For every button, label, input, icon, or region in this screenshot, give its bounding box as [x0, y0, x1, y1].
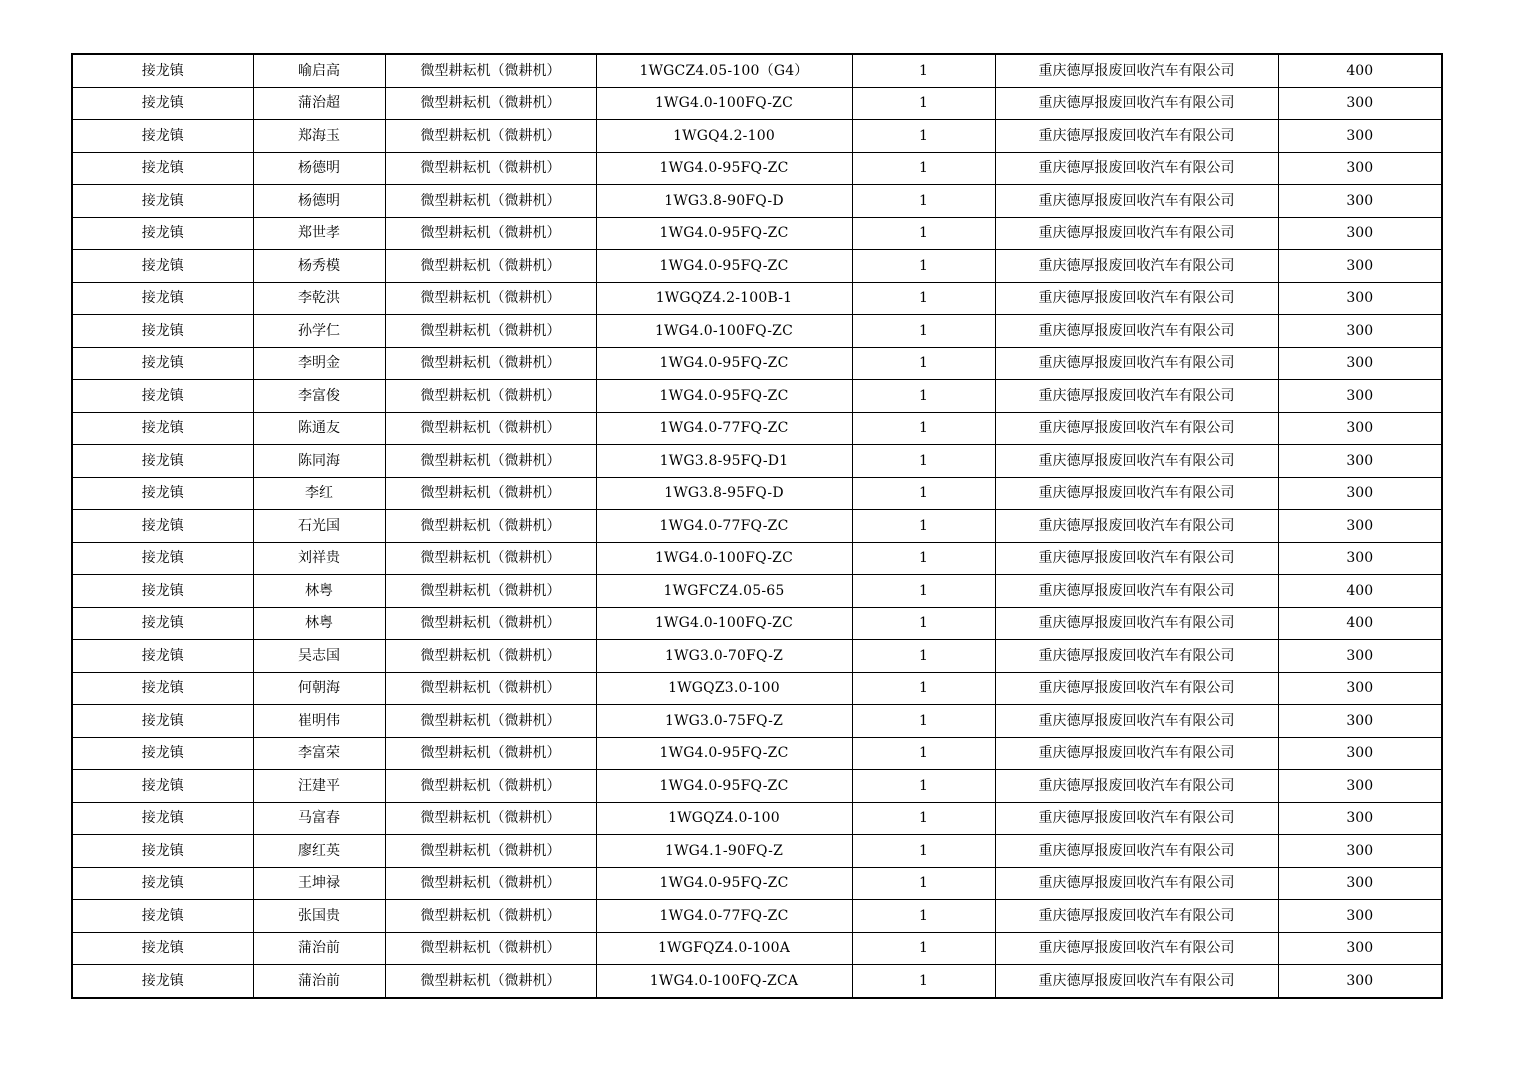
cell-quantity: 1: [852, 672, 995, 705]
cell-quantity: 1: [852, 770, 995, 803]
cell-recycler: 重庆德厚报废回收汽车有限公司: [995, 867, 1278, 900]
cell-quantity: 1: [852, 380, 995, 413]
cell-machine-type: 微型耕耘机（微耕机）: [385, 510, 596, 543]
cell-applicant: 何朝海: [253, 672, 385, 705]
cell-amount: 400: [1278, 54, 1442, 87]
table-row: [72, 770, 1442, 803]
cell-amount: 300: [1278, 542, 1442, 575]
cell-quantity: 1: [852, 737, 995, 770]
cell-town: 接龙镇: [72, 152, 253, 185]
cell-quantity: 1: [852, 510, 995, 543]
table-row: [72, 282, 1442, 315]
cell-model: 1WG4.0-100FQ-ZC: [596, 542, 852, 575]
cell-town: 接龙镇: [72, 672, 253, 705]
cell-applicant: 陈同海: [253, 445, 385, 478]
cell-model: 1WG4.0-77FQ-ZC: [596, 900, 852, 933]
cell-applicant: 李富荣: [253, 737, 385, 770]
cell-recycler: 重庆德厚报废回收汽车有限公司: [995, 835, 1278, 868]
cell-model: 1WG4.0-95FQ-ZC: [596, 380, 852, 413]
cell-model: 1WG4.0-100FQ-ZC: [596, 607, 852, 640]
cell-town: 接龙镇: [72, 607, 253, 640]
cell-town: 接龙镇: [72, 250, 253, 283]
cell-model: 1WG3.0-70FQ-Z: [596, 640, 852, 673]
cell-machine-type: 微型耕耘机（微耕机）: [385, 932, 596, 965]
cell-model: 1WGQZ4.0-100: [596, 802, 852, 835]
table-row: [72, 705, 1442, 738]
cell-recycler: 重庆德厚报废回收汽车有限公司: [995, 510, 1278, 543]
table-row: [72, 315, 1442, 348]
cell-model: 1WG4.0-77FQ-ZC: [596, 412, 852, 445]
cell-machine-type: 微型耕耘机（微耕机）: [385, 965, 596, 998]
cell-amount: 300: [1278, 282, 1442, 315]
cell-model: 1WG4.0-100FQ-ZC: [596, 315, 852, 348]
cell-recycler: 重庆德厚报废回收汽车有限公司: [995, 412, 1278, 445]
table-row: [72, 445, 1442, 478]
cell-quantity: 1: [852, 575, 995, 608]
cell-applicant: 蒲治前: [253, 965, 385, 998]
cell-amount: 300: [1278, 120, 1442, 153]
cell-amount: 300: [1278, 315, 1442, 348]
cell-machine-type: 微型耕耘机（微耕机）: [385, 640, 596, 673]
table-row: [72, 185, 1442, 218]
cell-applicant: 杨秀模: [253, 250, 385, 283]
table-row: [72, 347, 1442, 380]
table-row: [72, 120, 1442, 153]
cell-quantity: 1: [852, 477, 995, 510]
cell-machine-type: 微型耕耘机（微耕机）: [385, 607, 596, 640]
cell-machine-type: 微型耕耘机（微耕机）: [385, 152, 596, 185]
cell-amount: 300: [1278, 835, 1442, 868]
cell-model: 1WG3.8-95FQ-D1: [596, 445, 852, 478]
cell-machine-type: 微型耕耘机（微耕机）: [385, 347, 596, 380]
cell-model: 1WGQZ4.2-100B-1: [596, 282, 852, 315]
cell-town: 接龙镇: [72, 477, 253, 510]
cell-model: 1WG4.0-95FQ-ZC: [596, 737, 852, 770]
cell-machine-type: 微型耕耘机（微耕机）: [385, 217, 596, 250]
cell-amount: 300: [1278, 380, 1442, 413]
cell-quantity: 1: [852, 932, 995, 965]
cell-recycler: 重庆德厚报废回收汽车有限公司: [995, 282, 1278, 315]
cell-model: 1WG4.0-95FQ-ZC: [596, 152, 852, 185]
cell-recycler: 重庆德厚报废回收汽车有限公司: [995, 705, 1278, 738]
cell-quantity: 1: [852, 542, 995, 575]
table-row: [72, 54, 1442, 87]
cell-applicant: 马富春: [253, 802, 385, 835]
cell-recycler: 重庆德厚报废回收汽车有限公司: [995, 152, 1278, 185]
cell-applicant: 李富俊: [253, 380, 385, 413]
cell-quantity: 1: [852, 835, 995, 868]
cell-town: 接龙镇: [72, 965, 253, 998]
cell-recycler: 重庆德厚报废回收汽车有限公司: [995, 965, 1278, 998]
cell-applicant: 廖红英: [253, 835, 385, 868]
cell-amount: 300: [1278, 932, 1442, 965]
cell-applicant: 李乾洪: [253, 282, 385, 315]
cell-machine-type: 微型耕耘机（微耕机）: [385, 54, 596, 87]
cell-machine-type: 微型耕耘机（微耕机）: [385, 542, 596, 575]
cell-machine-type: 微型耕耘机（微耕机）: [385, 867, 596, 900]
cell-recycler: 重庆德厚报废回收汽车有限公司: [995, 120, 1278, 153]
cell-recycler: 重庆德厚报废回收汽车有限公司: [995, 542, 1278, 575]
cell-amount: 300: [1278, 867, 1442, 900]
cell-recycler: 重庆德厚报废回收汽车有限公司: [995, 575, 1278, 608]
cell-machine-type: 微型耕耘机（微耕机）: [385, 120, 596, 153]
cell-model: 1WGFCZ4.05-65: [596, 575, 852, 608]
cell-machine-type: 微型耕耘机（微耕机）: [385, 835, 596, 868]
cell-recycler: 重庆德厚报废回收汽车有限公司: [995, 932, 1278, 965]
cell-amount: 300: [1278, 965, 1442, 998]
table-row: [72, 835, 1442, 868]
cell-quantity: 1: [852, 607, 995, 640]
cell-model: 1WG4.0-95FQ-ZC: [596, 867, 852, 900]
cell-recycler: 重庆德厚报废回收汽车有限公司: [995, 477, 1278, 510]
cell-quantity: 1: [852, 152, 995, 185]
cell-model: 1WG3.8-95FQ-D: [596, 477, 852, 510]
cell-town: 接龙镇: [72, 900, 253, 933]
cell-applicant: 郑海玉: [253, 120, 385, 153]
cell-applicant: 刘祥贵: [253, 542, 385, 575]
table-row: [72, 152, 1442, 185]
cell-town: 接龙镇: [72, 542, 253, 575]
cell-town: 接龙镇: [72, 932, 253, 965]
cell-quantity: 1: [852, 867, 995, 900]
table-row: [72, 965, 1442, 998]
cell-machine-type: 微型耕耘机（微耕机）: [385, 477, 596, 510]
cell-town: 接龙镇: [72, 867, 253, 900]
cell-model: 1WG4.0-95FQ-ZC: [596, 770, 852, 803]
cell-quantity: 1: [852, 900, 995, 933]
cell-applicant: 林粤: [253, 607, 385, 640]
cell-recycler: 重庆德厚报废回收汽车有限公司: [995, 380, 1278, 413]
cell-town: 接龙镇: [72, 315, 253, 348]
cell-machine-type: 微型耕耘机（微耕机）: [385, 87, 596, 120]
cell-recycler: 重庆德厚报废回收汽车有限公司: [995, 315, 1278, 348]
cell-model: 1WG4.1-90FQ-Z: [596, 835, 852, 868]
cell-machine-type: 微型耕耘机（微耕机）: [385, 705, 596, 738]
cell-amount: 300: [1278, 412, 1442, 445]
cell-applicant: 石光国: [253, 510, 385, 543]
cell-quantity: 1: [852, 120, 995, 153]
cell-applicant: 孙学仁: [253, 315, 385, 348]
cell-machine-type: 微型耕耘机（微耕机）: [385, 770, 596, 803]
cell-quantity: 1: [852, 315, 995, 348]
cell-amount: 300: [1278, 152, 1442, 185]
cell-recycler: 重庆德厚报废回收汽车有限公司: [995, 54, 1278, 87]
cell-amount: 300: [1278, 347, 1442, 380]
cell-quantity: 1: [852, 282, 995, 315]
subsidy-table: [71, 53, 1443, 999]
cell-recycler: 重庆德厚报废回收汽车有限公司: [995, 87, 1278, 120]
cell-amount: 300: [1278, 705, 1442, 738]
table-row: [72, 412, 1442, 445]
cell-amount: 300: [1278, 737, 1442, 770]
cell-applicant: 杨德明: [253, 152, 385, 185]
cell-recycler: 重庆德厚报废回收汽车有限公司: [995, 445, 1278, 478]
cell-model: 1WGQ4.2-100: [596, 120, 852, 153]
cell-model: 1WG4.0-100FQ-ZC: [596, 87, 852, 120]
cell-amount: 300: [1278, 185, 1442, 218]
table-row: [72, 477, 1442, 510]
table-row: [72, 802, 1442, 835]
cell-town: 接龙镇: [72, 380, 253, 413]
cell-recycler: 重庆德厚报废回收汽车有限公司: [995, 347, 1278, 380]
cell-machine-type: 微型耕耘机（微耕机）: [385, 412, 596, 445]
cell-machine-type: 微型耕耘机（微耕机）: [385, 380, 596, 413]
cell-recycler: 重庆德厚报废回收汽车有限公司: [995, 250, 1278, 283]
table-row: [72, 87, 1442, 120]
cell-applicant: 杨德明: [253, 185, 385, 218]
cell-town: 接龙镇: [72, 770, 253, 803]
cell-recycler: 重庆德厚报废回收汽车有限公司: [995, 185, 1278, 218]
cell-town: 接龙镇: [72, 185, 253, 218]
cell-machine-type: 微型耕耘机（微耕机）: [385, 737, 596, 770]
cell-amount: 400: [1278, 607, 1442, 640]
cell-applicant: 吴志国: [253, 640, 385, 673]
cell-machine-type: 微型耕耘机（微耕机）: [385, 900, 596, 933]
table-row: [72, 380, 1442, 413]
cell-machine-type: 微型耕耘机（微耕机）: [385, 282, 596, 315]
cell-applicant: 喻启高: [253, 54, 385, 87]
cell-model: 1WGCZ4.05-100（G4）: [596, 54, 852, 87]
cell-applicant: 汪建平: [253, 770, 385, 803]
cell-machine-type: 微型耕耘机（微耕机）: [385, 445, 596, 478]
cell-amount: 300: [1278, 477, 1442, 510]
cell-town: 接龙镇: [72, 640, 253, 673]
cell-amount: 300: [1278, 445, 1442, 478]
cell-amount: 300: [1278, 87, 1442, 120]
cell-amount: 300: [1278, 510, 1442, 543]
cell-town: 接龙镇: [72, 347, 253, 380]
cell-quantity: 1: [852, 705, 995, 738]
cell-applicant: 王坤禄: [253, 867, 385, 900]
table-row: [72, 510, 1442, 543]
cell-town: 接龙镇: [72, 705, 253, 738]
cell-machine-type: 微型耕耘机（微耕机）: [385, 802, 596, 835]
cell-quantity: 1: [852, 802, 995, 835]
table-row: [72, 932, 1442, 965]
cell-machine-type: 微型耕耘机（微耕机）: [385, 315, 596, 348]
cell-quantity: 1: [852, 965, 995, 998]
cell-town: 接龙镇: [72, 802, 253, 835]
table-row: [72, 575, 1442, 608]
cell-amount: 300: [1278, 770, 1442, 803]
cell-machine-type: 微型耕耘机（微耕机）: [385, 185, 596, 218]
cell-quantity: 1: [852, 445, 995, 478]
cell-town: 接龙镇: [72, 737, 253, 770]
cell-amount: 300: [1278, 250, 1442, 283]
cell-amount: 300: [1278, 217, 1442, 250]
cell-applicant: 蒲治超: [253, 87, 385, 120]
cell-applicant: 张国贵: [253, 900, 385, 933]
cell-town: 接龙镇: [72, 510, 253, 543]
cell-town: 接龙镇: [72, 445, 253, 478]
cell-quantity: 1: [852, 412, 995, 445]
cell-applicant: 陈通友: [253, 412, 385, 445]
cell-town: 接龙镇: [72, 120, 253, 153]
cell-machine-type: 微型耕耘机（微耕机）: [385, 250, 596, 283]
cell-amount: 300: [1278, 900, 1442, 933]
document-page: [71, 53, 1441, 999]
cell-model: 1WG4.0-100FQ-ZCA: [596, 965, 852, 998]
cell-amount: 300: [1278, 802, 1442, 835]
table-row: [72, 672, 1442, 705]
cell-model: 1WG3.8-90FQ-D: [596, 185, 852, 218]
cell-quantity: 1: [852, 217, 995, 250]
cell-machine-type: 微型耕耘机（微耕机）: [385, 672, 596, 705]
cell-recycler: 重庆德厚报废回收汽车有限公司: [995, 217, 1278, 250]
cell-town: 接龙镇: [72, 217, 253, 250]
cell-quantity: 1: [852, 640, 995, 673]
table-row: [72, 900, 1442, 933]
cell-quantity: 1: [852, 54, 995, 87]
cell-recycler: 重庆德厚报废回收汽车有限公司: [995, 900, 1278, 933]
cell-model: 1WG4.0-95FQ-ZC: [596, 347, 852, 380]
cell-applicant: 崔明伟: [253, 705, 385, 738]
cell-quantity: 1: [852, 250, 995, 283]
cell-town: 接龙镇: [72, 87, 253, 120]
cell-recycler: 重庆德厚报废回收汽车有限公司: [995, 607, 1278, 640]
table-row: [72, 640, 1442, 673]
cell-applicant: 郑世孝: [253, 217, 385, 250]
cell-recycler: 重庆德厚报废回收汽车有限公司: [995, 672, 1278, 705]
cell-applicant: 李红: [253, 477, 385, 510]
cell-amount: 300: [1278, 672, 1442, 705]
cell-model: 1WGQZ3.0-100: [596, 672, 852, 705]
cell-model: 1WG4.0-95FQ-ZC: [596, 250, 852, 283]
table-row: [72, 737, 1442, 770]
cell-applicant: 李明金: [253, 347, 385, 380]
cell-quantity: 1: [852, 87, 995, 120]
cell-recycler: 重庆德厚报废回收汽车有限公司: [995, 802, 1278, 835]
cell-quantity: 1: [852, 347, 995, 380]
cell-recycler: 重庆德厚报废回收汽车有限公司: [995, 737, 1278, 770]
table-row: [72, 867, 1442, 900]
cell-amount: 300: [1278, 640, 1442, 673]
cell-applicant: 林粤: [253, 575, 385, 608]
cell-recycler: 重庆德厚报废回收汽车有限公司: [995, 770, 1278, 803]
cell-town: 接龙镇: [72, 54, 253, 87]
cell-model: 1WG3.0-75FQ-Z: [596, 705, 852, 738]
table-row: [72, 217, 1442, 250]
cell-amount: 400: [1278, 575, 1442, 608]
cell-town: 接龙镇: [72, 412, 253, 445]
cell-town: 接龙镇: [72, 282, 253, 315]
table-row: [72, 542, 1442, 575]
cell-town: 接龙镇: [72, 575, 253, 608]
cell-model: 1WGFQZ4.0-100A: [596, 932, 852, 965]
cell-quantity: 1: [852, 185, 995, 218]
table-body: [72, 54, 1442, 998]
table-row: [72, 607, 1442, 640]
cell-machine-type: 微型耕耘机（微耕机）: [385, 575, 596, 608]
cell-model: 1WG4.0-95FQ-ZC: [596, 217, 852, 250]
table-row: [72, 250, 1442, 283]
cell-applicant: 蒲治前: [253, 932, 385, 965]
cell-recycler: 重庆德厚报废回收汽车有限公司: [995, 640, 1278, 673]
cell-town: 接龙镇: [72, 835, 253, 868]
cell-model: 1WG4.0-77FQ-ZC: [596, 510, 852, 543]
